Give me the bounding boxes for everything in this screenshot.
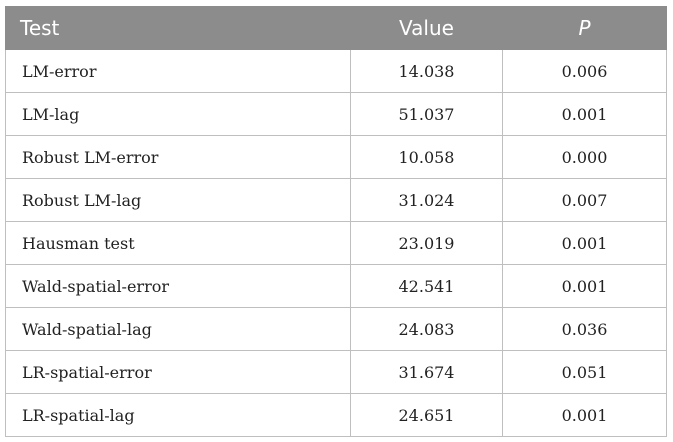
cell-test: Robust LM-lag <box>6 179 351 222</box>
cell-p: 0.001 <box>503 93 667 136</box>
table-row <box>6 351 667 394</box>
cell-p: 0.001 <box>503 394 667 437</box>
cell-value: 24.083 <box>351 308 503 351</box>
results-table <box>5 6 667 437</box>
cell-value: 31.674 <box>351 351 503 394</box>
cell-value: 23.019 <box>351 222 503 265</box>
cell-test: Robust LM-error <box>6 136 351 179</box>
cell-test: LR-spatial-lag <box>6 394 351 437</box>
cell-test: Wald-spatial-lag <box>6 308 351 351</box>
table-row <box>6 50 667 93</box>
cell-value: 14.038 <box>351 50 503 93</box>
cell-p: 0.000 <box>503 136 667 179</box>
cell-p: 0.036 <box>503 308 667 351</box>
column-header-p: P <box>503 7 667 50</box>
cell-value: 31.024 <box>351 179 503 222</box>
table-row <box>6 93 667 136</box>
cell-p: 0.007 <box>503 179 667 222</box>
table-body <box>6 50 667 437</box>
cell-p: 0.001 <box>503 222 667 265</box>
cell-p: 0.006 <box>503 50 667 93</box>
table-row <box>6 265 667 308</box>
cell-test: Wald-spatial-error <box>6 265 351 308</box>
cell-value: 10.058 <box>351 136 503 179</box>
column-header-value: Value <box>351 7 503 50</box>
cell-test: Hausman test <box>6 222 351 265</box>
table-header <box>6 7 667 50</box>
table-row <box>6 179 667 222</box>
cell-test: LM-error <box>6 50 351 93</box>
cell-value: 24.651 <box>351 394 503 437</box>
cell-p: 0.051 <box>503 351 667 394</box>
table-row <box>6 394 667 437</box>
table-row <box>6 308 667 351</box>
cell-test: LM-lag <box>6 93 351 136</box>
cell-value: 51.037 <box>351 93 503 136</box>
cell-p: 0.001 <box>503 265 667 308</box>
cell-value: 42.541 <box>351 265 503 308</box>
header-row <box>6 7 667 50</box>
cell-test: LR-spatial-error <box>6 351 351 394</box>
table-row <box>6 136 667 179</box>
column-header-test: Test <box>6 7 351 50</box>
table-row <box>6 222 667 265</box>
